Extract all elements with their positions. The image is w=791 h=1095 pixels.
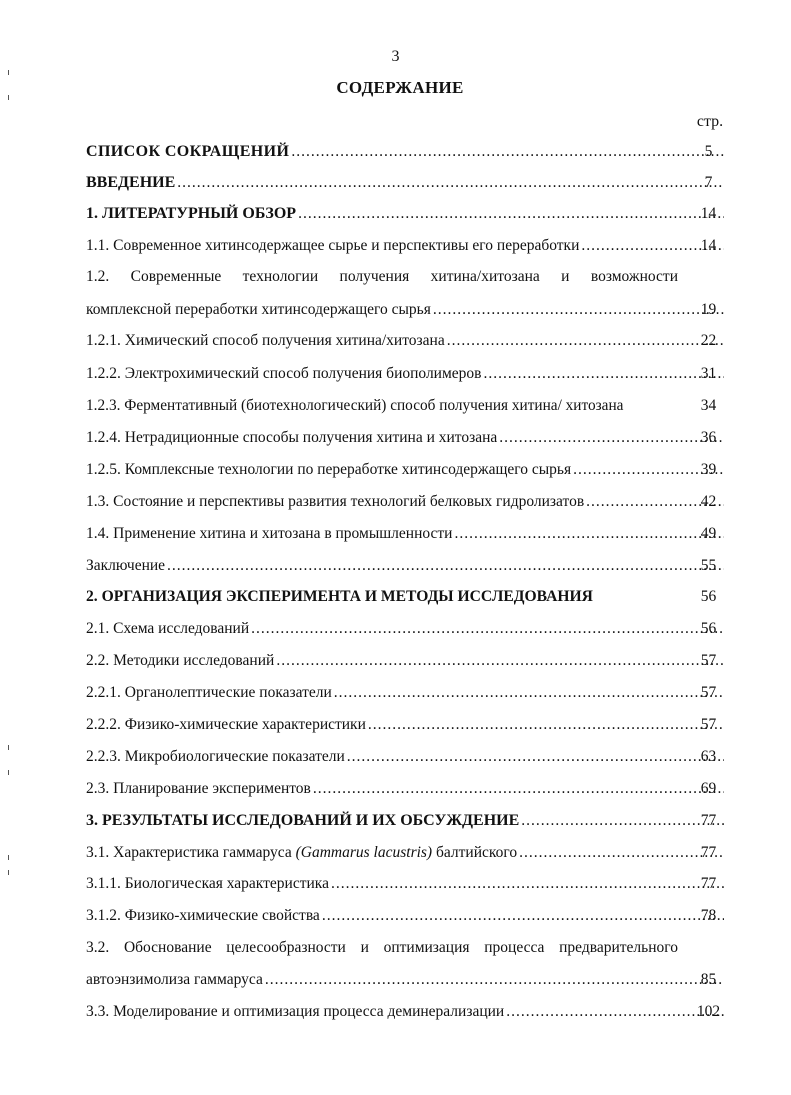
toc-entry-page: 69 bbox=[700, 780, 717, 797]
toc-entry-3-1-2[interactable] bbox=[86, 905, 726, 927]
toc-entry-page: 57 bbox=[700, 716, 717, 733]
toc-entry-3-1[interactable] bbox=[86, 842, 726, 864]
toc-entry-page: 22 bbox=[700, 332, 717, 349]
toc-entry-2-2-3[interactable] bbox=[86, 746, 726, 768]
toc-entry-2-3[interactable] bbox=[86, 778, 726, 800]
toc-entry-text: автоэнзимолиза гаммаруса bbox=[86, 971, 263, 988]
toc-entry-text: 1.2.5. Комплексные технологии по переработке хитинсодержащего сырья bbox=[86, 461, 572, 478]
toc-entry-1-3[interactable] bbox=[86, 491, 726, 513]
toc-entry-1-2-line1[interactable]: 1.2. Современные технологии получения хитина/хитозана и возможности bbox=[86, 268, 678, 285]
toc-entry-page: 77 bbox=[700, 844, 717, 861]
page-title: СОДЕРЖАНИЕ bbox=[336, 78, 464, 97]
toc-entry-3-2-line1[interactable]: 3.2. Обоснование целесообразности и оптимизация процесса предварительного bbox=[86, 939, 678, 956]
toc-entry-page: 42 bbox=[700, 493, 717, 510]
toc-entry-text: 1.3. Состояние и перспективы развития технологий белковых гидролизатов bbox=[86, 493, 585, 510]
toc-entry-page: 57 bbox=[700, 652, 717, 669]
toc-entry-text: 1.2.4. Нетрадиционные способы получения хитина и хитозана bbox=[86, 429, 498, 446]
toc-entry-page: 63 bbox=[700, 748, 717, 765]
toc-entry-page: 14 bbox=[700, 205, 717, 222]
page-column-label: стр. bbox=[696, 113, 724, 130]
toc-entry-conclusion[interactable] bbox=[86, 555, 726, 577]
toc-entry-2-1[interactable] bbox=[86, 618, 726, 640]
toc-entry-page: 57 bbox=[700, 684, 717, 701]
toc-entry-1-2-1[interactable] bbox=[86, 330, 726, 352]
toc-entry-text: 2.2. Методики исследований bbox=[86, 652, 275, 669]
toc-entry-text: 2. ОРГАНИЗАЦИЯ ЭКСПЕРИМЕНТА И МЕТОДЫ ИССЛЕДОВАНИЯ bbox=[86, 588, 593, 605]
scan-mark bbox=[8, 770, 9, 775]
toc-entry-chapter-2[interactable] bbox=[86, 586, 726, 608]
toc-entry-text: 3.3. Моделирование и оптимизация процесса деминерализации bbox=[86, 1003, 505, 1020]
toc-entry-text: 1.1. Современное хитинсодержащее сырье и перспективы его переработки bbox=[86, 237, 580, 254]
toc-entry-page: 78 bbox=[700, 907, 717, 924]
toc-entry-text: 2.3. Планирование экспериментов bbox=[86, 780, 311, 797]
toc-entry-text: 3. РЕЗУЛЬТАТЫ ИССЛЕДОВАНИЙ И ИХ ОБСУЖДЕНИЕ bbox=[86, 812, 520, 829]
toc-entry-3-1-1[interactable] bbox=[86, 873, 726, 895]
toc-entry-text: 1.2.1. Химический способ получения хитина/хитозана bbox=[86, 332, 445, 349]
toc-entry-page: 5 bbox=[704, 143, 713, 160]
toc-entry-text bbox=[86, 842, 517, 864]
scan-mark bbox=[8, 855, 9, 860]
toc-entry-page: 77 bbox=[700, 812, 717, 829]
toc-entry-text: комплексной переработки хитинсодержащего сырья bbox=[86, 301, 431, 318]
toc-entry-page: 39 bbox=[700, 461, 717, 478]
toc-entry-1-2-3[interactable] bbox=[86, 395, 726, 417]
toc-entry-page: 85 bbox=[700, 971, 717, 988]
toc-entry-1-2-2[interactable] bbox=[86, 363, 726, 385]
toc-entry-page: 55 bbox=[700, 557, 717, 574]
toc-entry-text: 2.2.1. Органолептические показатели bbox=[86, 684, 332, 701]
toc-entry-1-4[interactable] bbox=[86, 523, 726, 545]
toc-entry-abbreviations[interactable] bbox=[86, 141, 726, 163]
toc-entry-text: 1.2.3. Ферментативный (биотехнологический) способ получения хитина/ хитозана bbox=[86, 397, 624, 414]
toc-entry-text: Заключение bbox=[86, 557, 166, 574]
scan-mark bbox=[8, 870, 9, 875]
toc-entry-text: 1. ЛИТЕРАТУРНЫЙ ОБЗОР bbox=[86, 205, 297, 222]
toc-entry-2-2[interactable] bbox=[86, 650, 726, 672]
toc-entry-text: 2.2.3. Микробиологические показатели bbox=[86, 748, 345, 765]
toc-entry-text: 3.1.1. Биологическая характеристика bbox=[86, 875, 329, 892]
toc-entry-chapter-3[interactable] bbox=[86, 810, 726, 832]
toc-entry-text-start: 3.1. Характеристика гаммаруса bbox=[86, 844, 292, 861]
toc-entry-page: 14 bbox=[700, 237, 717, 254]
toc-entry-3-2[interactable] bbox=[86, 969, 726, 991]
toc-entry-2-2-2[interactable] bbox=[86, 714, 726, 736]
scan-mark bbox=[8, 745, 9, 750]
scan-mark bbox=[8, 70, 9, 75]
toc-entry-page: 77 bbox=[700, 875, 717, 892]
toc-entry-introduction[interactable] bbox=[86, 172, 726, 194]
toc-entry-text-end: балтийского bbox=[435, 844, 518, 861]
toc-entry-chapter-1[interactable] bbox=[86, 203, 726, 225]
toc-entry-page: 34 bbox=[700, 397, 717, 414]
toc-entry-text: 2.1. Схема исследований bbox=[86, 620, 250, 637]
toc-entry-page: 56 bbox=[700, 588, 717, 605]
toc-entry-text: 3.1.2. Физико-химические свойства bbox=[86, 907, 320, 924]
toc-entry-page: 102 bbox=[696, 1003, 721, 1020]
toc-entry-page: 7 bbox=[704, 174, 713, 191]
toc-entry-1-2-4[interactable] bbox=[86, 427, 726, 449]
toc-entry-1-2-5[interactable] bbox=[86, 459, 726, 481]
toc-entry-text-latin: (Gammarus lacustris) bbox=[295, 844, 433, 861]
toc-entry-text: 1.4. Применение хитина и хитозана в промышленности bbox=[86, 525, 453, 542]
toc-entry-text: СПИСОК СОКРАЩЕНИЙ bbox=[86, 143, 290, 160]
toc-entry-page: 19 bbox=[700, 301, 717, 318]
toc-entry-page: 49 bbox=[700, 525, 717, 542]
toc-entry-text: 2.2.2. Физико-химические характеристики bbox=[86, 716, 366, 733]
toc-entry-text: 1.2.2. Электрохимический способ получения биополимеров bbox=[86, 365, 482, 382]
toc-entry-text: ВВЕДЕНИЕ bbox=[86, 174, 176, 191]
toc-entry-1-2[interactable] bbox=[86, 299, 726, 321]
toc-entry-page: 31 bbox=[700, 365, 717, 382]
toc-entry-3-3[interactable] bbox=[86, 1001, 726, 1023]
toc-entry-page: 56 bbox=[700, 620, 717, 637]
scan-mark bbox=[8, 95, 9, 100]
page-number: 3 bbox=[391, 48, 400, 65]
toc-entry-1-1[interactable] bbox=[86, 235, 726, 257]
toc-entry-page: 36 bbox=[700, 429, 717, 446]
toc-entry-2-2-1[interactable] bbox=[86, 682, 726, 704]
